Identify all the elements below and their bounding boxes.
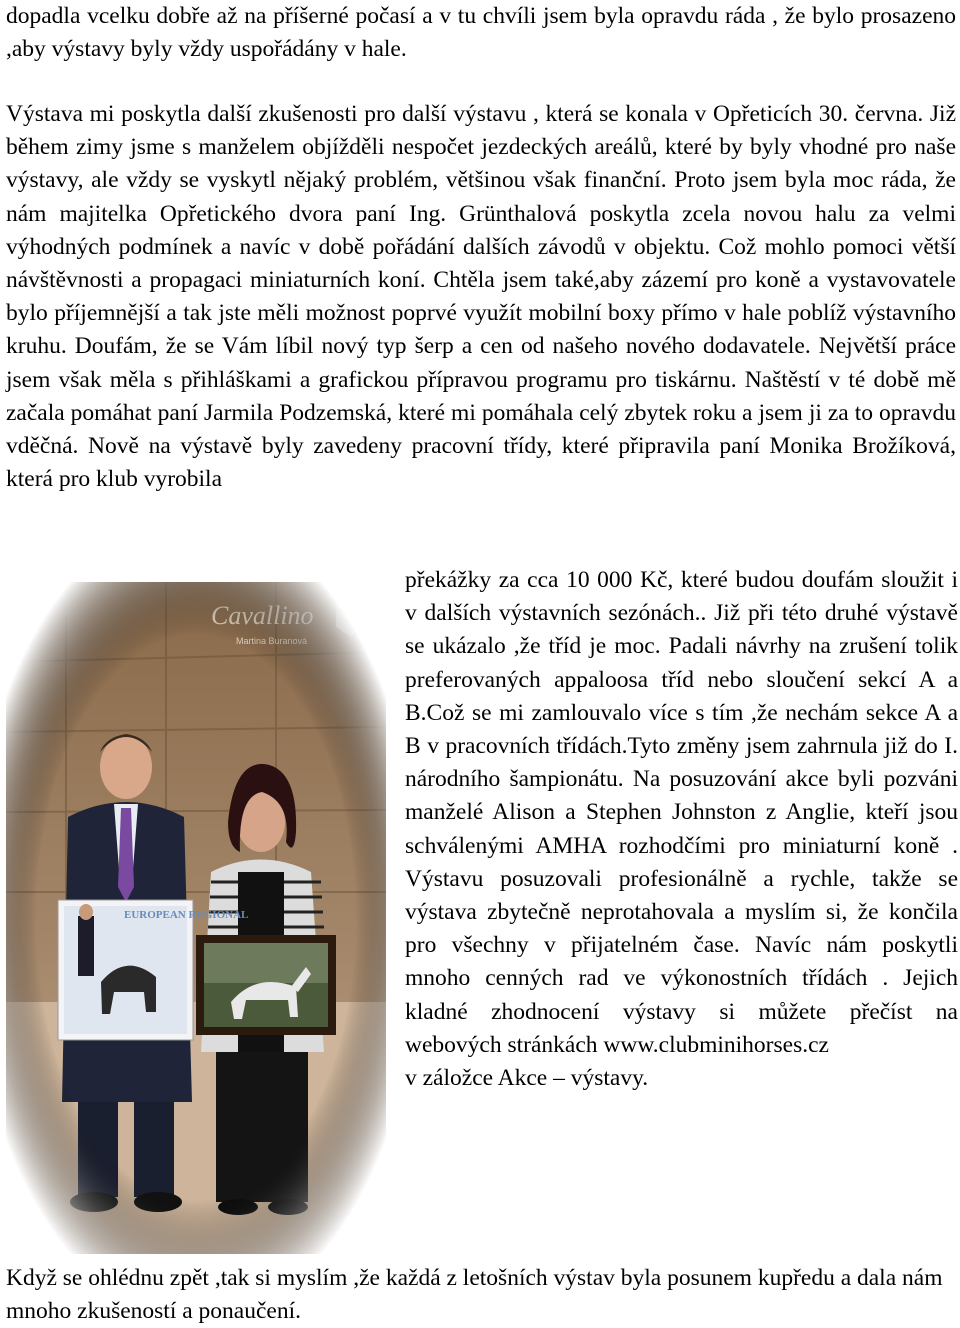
paragraph-intro: dopadla vcelku dobře až na příšerné počasí a v tu chvíli jsem byla opravdu ráda , že bylo prosazeno ,aby výstavy byly vždy uspořádány v hale. [6,3,956,63]
paragraph-website-line: webových stránkách www.clubminihorses.cz [405,1031,829,1058]
wrapped-text-column [405,564,958,1095]
paragraph-closing: Když se ohlédnu zpět ,tak si myslím ,že každá z letošních výstav byla posunem kupředu a dala nám mnoho zkušeností a ponaučení. [6,1265,943,1325]
award-photo [6,582,386,1254]
paragraph-main: Výstava mi poskytla další zkušenosti pro další výstavu , která se konala v Opřeticích 30. června. Již během zimy jsme s manželem objížděli nespočet jezdeckých areálů, které by byly vhodné pro naše výstavy, ale vždy se vyskytl nějaký problém, většinou však finanční. Proto jsem byla moc ráda, že nám majitelka Opřetického dvora paní Ing. Grünthalová poskytla zcela novou halu za velmi výhodných podmínek a navíc v době pořádání dalších závodů v objektu. Což mohlo pomoci větší návštěvnosti a propagaci miniaturních koní. Chtěla jsem také,aby zázemí pro koně a vystavovatele bylo příjemnější a tak jste měli možnost poprvé využít mobilní boxy přímo v hale poblíž výstavního kruhu. Doufám, že se Vám líbil nový typ šerp a cen od našeho nového dodavatele. Největší práce jsem však měla s přihláškami a grafickou přípravou programu pro tiskárnu. Naštěstí v té době mě začala pomáhat paní Jarmila Podzemská, které mi pomáhala celý zbytek roku a jsem ji za to opravdu vděčná. Nově na výstavě byly zavedeny pracovní třídy, které připravila paní Monika Brožíková, která pro klub vyrobila [6,101,956,493]
paragraph-tab-line: v záložce Akce – výstavy. [405,1065,649,1092]
paragraph-main-continued: překážky za cca 10 000 Kč, které budou doufám sloužit i v dalších výstavních sezónách.. Již při této druhé výstavě se ukázalo ,že tříd je moc. Padali návrhy na zrušení tolik preferovaných appaloosa tříd nebo sloučení sekcí A a B.Což se mi zamlouvalo více s tím ,že nechám sekce A a B v pracovních třídách.Tyto změny jsem zahrnula již do I. národního šampionátu. Na posuzování akce byli pozváni manželé Alison a Stephen Johnston z Anglie, kteří jsou schválenými AMHA rozhodčími pro miniaturní koně . Výstavu posuzovali profesionálně a rychle, takže se výstava zbytečně neprotahovala a myslím si, že končila pro všechny v přijatelném čase. Navíc nám poskytli mnoho cenných rad ve výkonostních třídách . Jejich kladné zhodnocení výstavy si můžete přečíst na [405,567,958,1025]
